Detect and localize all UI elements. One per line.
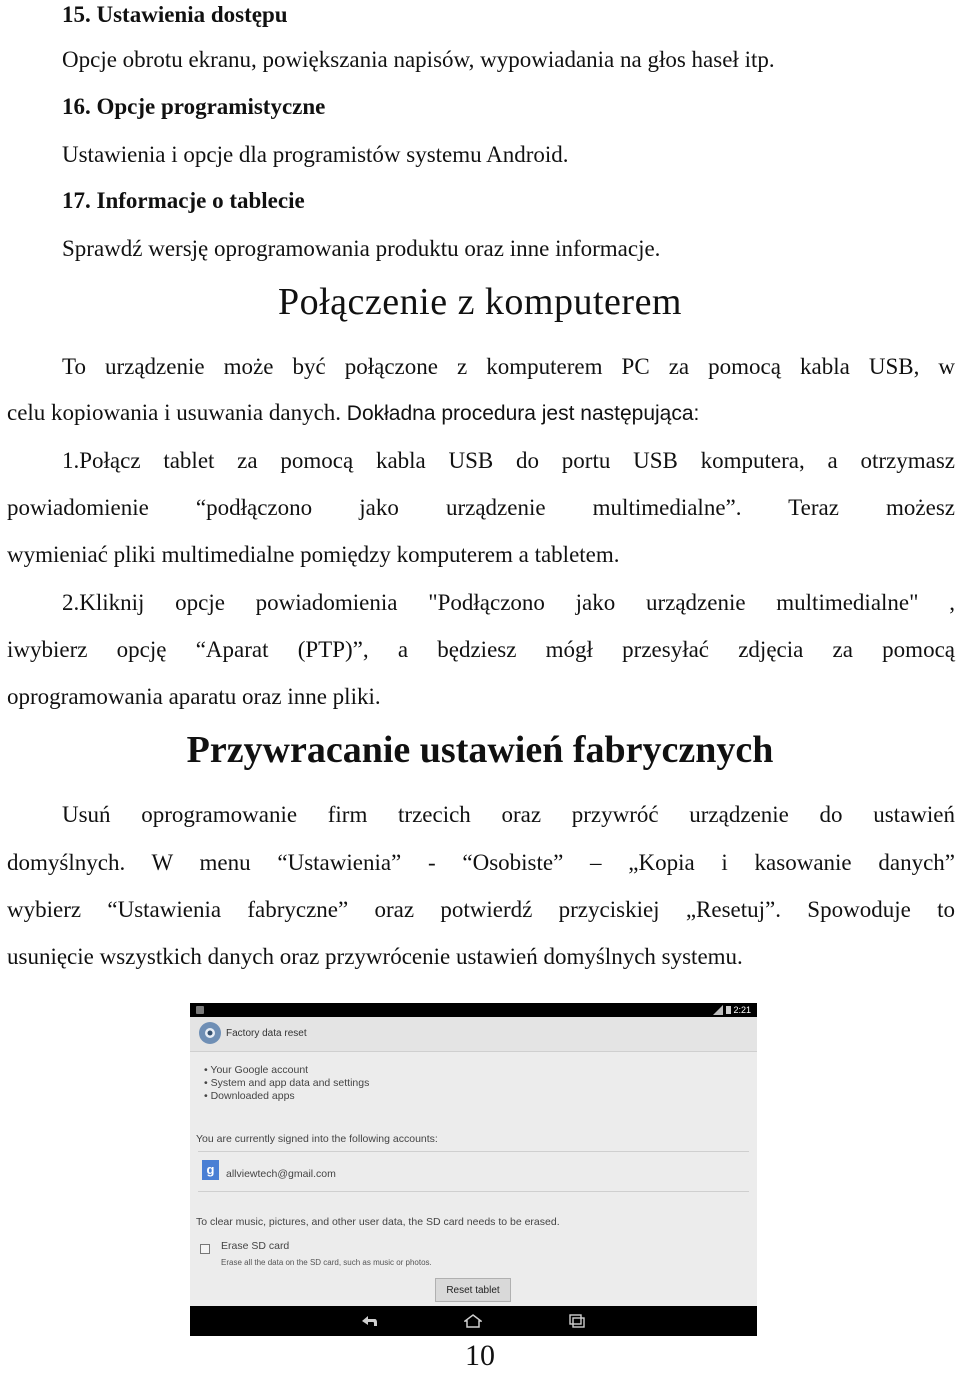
navigation-bar [190,1306,757,1336]
action-bar [190,1017,757,1052]
notification-icon [196,1006,204,1014]
page-number: 10 [465,1339,495,1372]
factory-reset-screenshot [190,1003,757,1336]
section-15-title: 15. Ustawienia dostępu [62,2,288,27]
sd-card-note: To clear music, pictures, and other user data, the SD card needs to be erased. [196,1216,560,1228]
signal-icon [713,1005,723,1015]
connection-paragraph-line-1: To urządzenie może być połączone z komputerem PC za pomocą kabla USB, w [62,354,955,379]
step-2-line-3: oprogramowania aparatu oraz inne pliki. [7,684,381,709]
signed-in-label: You are currently signed into the following accounts: [196,1133,438,1145]
list-item: • Downloaded apps [204,1090,295,1102]
google-account-icon: g [202,1160,219,1180]
connection-paragraph-part-a: celu kopiowania i usuwania danych. [7,400,342,425]
divider [198,1191,749,1192]
step-1-line-1: 1.Połącz tablet za pomocą kabla USB do portu USB komputera, a otrzymasz [62,448,955,473]
list-item: • Your Google account [204,1064,309,1076]
back-icon[interactable] [360,1314,378,1328]
step-1-line-3: wymieniać pliki multimedialne pomiędzy komputerem a tabletem. [7,542,620,567]
erase-sd-label: Erase SD card [221,1240,290,1252]
step-2-line-1: 2.Kliknij opcje powiadomienia "Podłączono jako urządzenie multimedialne" , [62,590,955,615]
account-email: allviewtech@gmail.com [226,1168,336,1180]
battery-icon [726,1006,731,1014]
section-16-text: Ustawienia i opcje dla programistów systemu Android. [62,142,569,167]
factory-line-3: wybierz “Ustawienia fabryczne” oraz potwierdź przyciskiej „Resetuj”. Spowoduje to [7,897,955,922]
home-icon[interactable] [464,1314,482,1328]
connection-paragraph-part-b: Dokładna procedura jest następująca: [346,402,700,425]
connection-heading: Połączenie z komputerem [277,281,682,323]
factory-line-2: domyślnych. W menu “Ustawienia” - “Osobiste” – „Kopia i kasowanie danych” [7,850,955,875]
factory-line-4: usunięcie wszystkich danych oraz przywrócenie ustawień domyślnych systemu. [7,944,743,969]
step-1-line-2: powiadomienie “podłączono jako urządzenie multimedialne”. Teraz możesz [7,495,955,520]
list-item: • System and app data and settings [204,1077,370,1089]
section-16-title: 16. Opcje programistyczne [62,94,326,119]
connection-paragraph-line-2 [7,398,699,429]
reset-tablet-button[interactable]: Reset tablet [435,1278,511,1302]
recent-apps-icon[interactable] [568,1314,586,1328]
factory-reset-heading: Przywracanie ustawień fabrycznych [186,729,774,771]
status-bar [190,1003,757,1017]
status-time: 2:21 [733,1005,751,1015]
erase-sd-description: Erase all the data on the SD card, such as music or photos. [221,1258,432,1267]
section-15-text: Opcje obrotu ekranu, powiększania napisów, wypowiadania na głos haseł itp. [62,47,775,72]
erase-sd-checkbox[interactable] [200,1244,210,1254]
section-17-text: Sprawdź wersję oprogramowania produktu oraz inne informacje. [62,236,661,261]
screen-title: Factory data reset [226,1028,307,1039]
section-17-title: 17. Informacje o tablecie [62,188,305,213]
divider [198,1151,749,1152]
factory-line-1: Usuń oprogramowanie firm trzecich oraz przywróć urządzenie do ustawień [62,802,955,827]
step-2-line-2: iwybierz opcję “Aparat (PTP)”, a będziesz mógł przesyłać zdjęcia za pomocą [7,637,955,662]
settings-icon[interactable] [197,1020,223,1046]
